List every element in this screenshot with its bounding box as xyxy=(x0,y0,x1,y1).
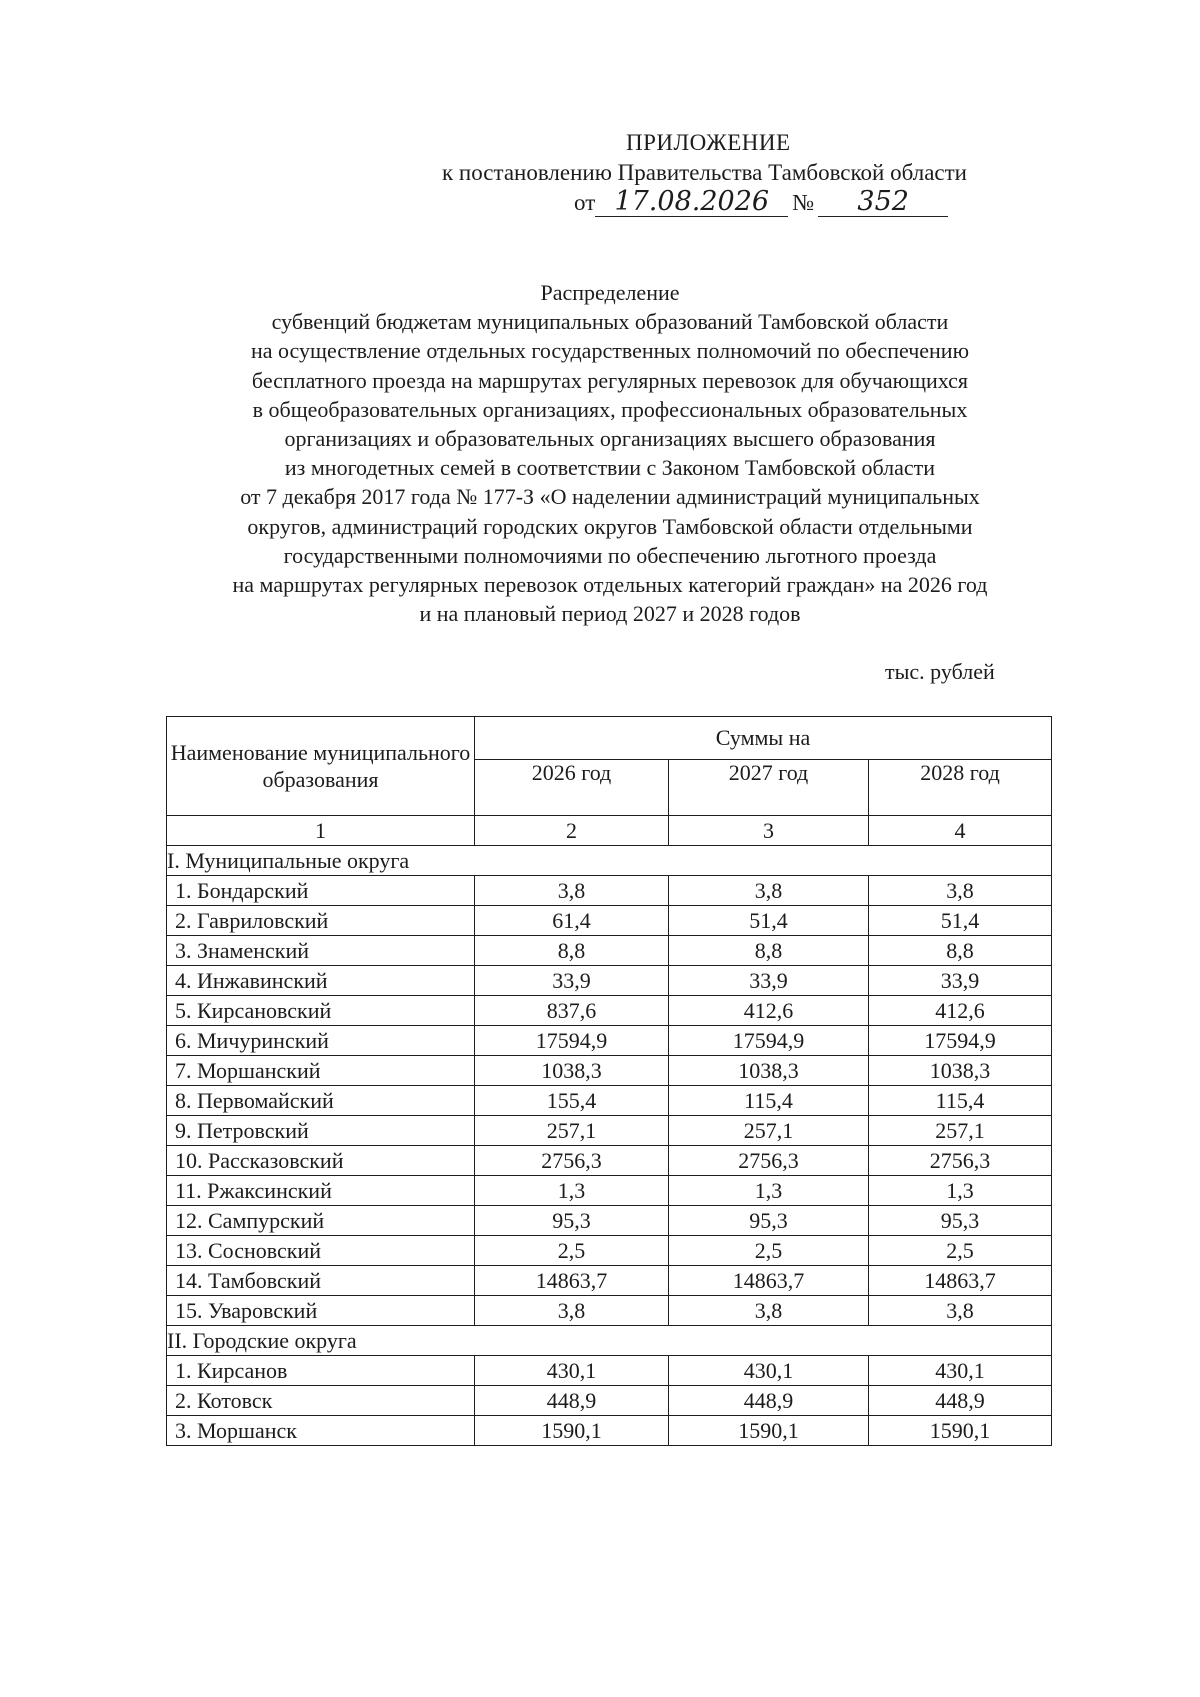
value-2028: 1,3 xyxy=(869,1176,1052,1206)
value-2026: 155,4 xyxy=(475,1086,669,1116)
value-2027: 115,4 xyxy=(669,1086,869,1116)
value-2027: 3,8 xyxy=(669,876,869,906)
value-2028: 448,9 xyxy=(869,1386,1052,1416)
table-row xyxy=(167,1116,1052,1146)
table-row xyxy=(167,1386,1052,1416)
municipality-name: 12. Сампурский xyxy=(167,1206,475,1236)
value-2028: 3,8 xyxy=(869,876,1052,906)
column-number: 4 xyxy=(869,816,1052,846)
table-row xyxy=(167,1176,1052,1206)
value-2028: 115,4 xyxy=(869,1086,1052,1116)
distribution-table xyxy=(166,716,1052,1446)
value-2028: 3,8 xyxy=(869,1296,1052,1326)
section-row xyxy=(167,1326,1052,1356)
date-prefix: от xyxy=(574,190,596,215)
heading-line: от 7 декабря 2017 года № 177-З «О наделении администраций муниципальных xyxy=(240,484,980,510)
value-2026: 17594,9 xyxy=(475,1026,669,1056)
heading-line: государственными полномочиями по обеспечению льготного проезда xyxy=(283,542,937,568)
value-2027: 1,3 xyxy=(669,1176,869,1206)
column-header-year: 2028 год xyxy=(869,760,1052,816)
value-2026: 837,6 xyxy=(475,996,669,1026)
handwritten-date: 17.08.2026 xyxy=(595,188,788,217)
number-sign: № xyxy=(792,190,815,215)
value-2027: 430,1 xyxy=(669,1356,869,1386)
value-2026: 2756,3 xyxy=(475,1146,669,1176)
appendix-subtitle: к постановлению Правительства Тамбовской области xyxy=(442,160,967,185)
table-row xyxy=(167,906,1052,936)
column-header-sums: Суммы на xyxy=(475,717,1052,760)
municipality-name: 1. Бондарский xyxy=(167,876,475,906)
resolution-date-number-line xyxy=(574,188,948,218)
heading-line: на осуществление отдельных государственных полномочий по обеспечению xyxy=(250,338,970,364)
value-2027: 2756,3 xyxy=(669,1146,869,1176)
value-2026: 33,9 xyxy=(475,966,669,996)
municipality-name: 9. Петровский xyxy=(167,1116,475,1146)
municipality-name: 1. Кирсанов xyxy=(167,1356,475,1386)
value-2026: 257,1 xyxy=(475,1116,669,1146)
column-numbers-row xyxy=(167,816,1052,846)
document-heading xyxy=(150,278,1070,628)
table-row xyxy=(167,1236,1052,1266)
value-2028: 33,9 xyxy=(869,966,1052,996)
value-2026: 430,1 xyxy=(475,1356,669,1386)
value-2028: 8,8 xyxy=(869,936,1052,966)
section-title: II. Городские округа xyxy=(167,1326,1052,1356)
municipality-name: 5. Кирсановский xyxy=(167,996,475,1026)
value-2028: 17594,9 xyxy=(869,1026,1052,1056)
table-row xyxy=(167,1206,1052,1236)
table-row xyxy=(167,1086,1052,1116)
municipality-name: 7. Моршанский xyxy=(167,1056,475,1086)
value-2027: 8,8 xyxy=(669,936,869,966)
table-row xyxy=(167,936,1052,966)
municipality-name: 3. Моршанск xyxy=(167,1416,475,1446)
value-2027: 1038,3 xyxy=(669,1056,869,1086)
table-row xyxy=(167,1266,1052,1296)
value-2027: 3,8 xyxy=(669,1296,869,1326)
value-2026: 1038,3 xyxy=(475,1056,669,1086)
value-2027: 95,3 xyxy=(669,1206,869,1236)
municipality-name: 14. Тамбовский xyxy=(167,1266,475,1296)
municipality-name: 15. Уваровский xyxy=(167,1296,475,1326)
heading-line: на маршрутах регулярных перевозок отдельных категорий граждан» на 2026 год xyxy=(232,572,988,598)
table-row xyxy=(167,1356,1052,1386)
municipality-name: 2. Гавриловский xyxy=(167,906,475,936)
heading-line: из многодетных семей в соответствии с Законом Тамбовской области xyxy=(284,455,936,481)
municipality-name: 4. Инжавинский xyxy=(167,966,475,996)
value-2026: 448,9 xyxy=(475,1386,669,1416)
value-2028: 95,3 xyxy=(869,1206,1052,1236)
heading-line: округов, администраций городских округов Тамбовской области отдельными xyxy=(247,513,973,539)
table-row xyxy=(167,1056,1052,1086)
municipality-name: 11. Ржаксинский xyxy=(167,1176,475,1206)
value-2027: 412,6 xyxy=(669,996,869,1026)
appendix-title: ПРИЛОЖЕНИЕ xyxy=(626,130,791,155)
value-2028: 2,5 xyxy=(869,1236,1052,1266)
value-2027: 257,1 xyxy=(669,1116,869,1146)
value-2027: 2,5 xyxy=(669,1236,869,1266)
municipality-name: 10. Рассказовский xyxy=(167,1146,475,1176)
value-2026: 95,3 xyxy=(475,1206,669,1236)
value-2028: 1038,3 xyxy=(869,1056,1052,1086)
table-row xyxy=(167,966,1052,996)
table-row xyxy=(167,1416,1052,1446)
municipality-name: 8. Первомайский xyxy=(167,1086,475,1116)
section-title: I. Муниципальные округа xyxy=(167,846,1052,876)
value-2026: 14863,7 xyxy=(475,1266,669,1296)
value-2028: 1590,1 xyxy=(869,1416,1052,1446)
units-label: тыс. рублей xyxy=(885,659,995,684)
column-number: 1 xyxy=(167,816,475,846)
heading-line: Распределение xyxy=(540,280,680,305)
value-2026: 3,8 xyxy=(475,1296,669,1326)
value-2027: 1590,1 xyxy=(669,1416,869,1446)
municipality-name: 6. Мичуринский xyxy=(167,1026,475,1056)
heading-line: бесплатного проезда на маршрутах регулярных перевозок для обучающихся xyxy=(251,367,969,393)
column-header-year: 2027 год xyxy=(669,760,869,816)
value-2028: 257,1 xyxy=(869,1116,1052,1146)
heading-line: организациях и образовательных организациях высшего образования xyxy=(284,426,936,452)
value-2028: 51,4 xyxy=(869,906,1052,936)
value-2027: 448,9 xyxy=(669,1386,869,1416)
value-2028: 14863,7 xyxy=(869,1266,1052,1296)
column-number: 3 xyxy=(669,816,869,846)
value-2028: 412,6 xyxy=(869,996,1052,1026)
table-row xyxy=(167,1026,1052,1056)
heading-line: в общеобразовательных организациях, профессиональных образовательных xyxy=(252,396,968,422)
value-2028: 2756,3 xyxy=(869,1146,1052,1176)
value-2026: 61,4 xyxy=(475,906,669,936)
value-2026: 2,5 xyxy=(475,1236,669,1266)
municipality-name: 3. Знаменский xyxy=(167,936,475,966)
value-2027: 17594,9 xyxy=(669,1026,869,1056)
table-row xyxy=(167,996,1052,1026)
value-2026: 1,3 xyxy=(475,1176,669,1206)
table-row xyxy=(167,1146,1052,1176)
handwritten-number: 352 xyxy=(818,188,948,217)
value-2026: 3,8 xyxy=(475,876,669,906)
heading-line: и на плановый период 2027 и 2028 годов xyxy=(419,601,801,627)
value-2026: 1590,1 xyxy=(475,1416,669,1446)
column-number: 2 xyxy=(475,816,669,846)
municipality-name: 2. Котовск xyxy=(167,1386,475,1416)
table-row xyxy=(167,1296,1052,1326)
heading-line: субвенций бюджетам муниципальных образований Тамбовской области xyxy=(271,309,949,335)
table-row xyxy=(167,876,1052,906)
section-row xyxy=(167,846,1052,876)
value-2026: 8,8 xyxy=(475,936,669,966)
value-2027: 51,4 xyxy=(669,906,869,936)
value-2027: 33,9 xyxy=(669,966,869,996)
value-2027: 14863,7 xyxy=(669,1266,869,1296)
column-header-year: 2026 год xyxy=(475,760,669,816)
value-2028: 430,1 xyxy=(869,1356,1052,1386)
column-header-name: Наименование муниципального образования xyxy=(167,717,475,816)
municipality-name: 13. Сосновский xyxy=(167,1236,475,1266)
